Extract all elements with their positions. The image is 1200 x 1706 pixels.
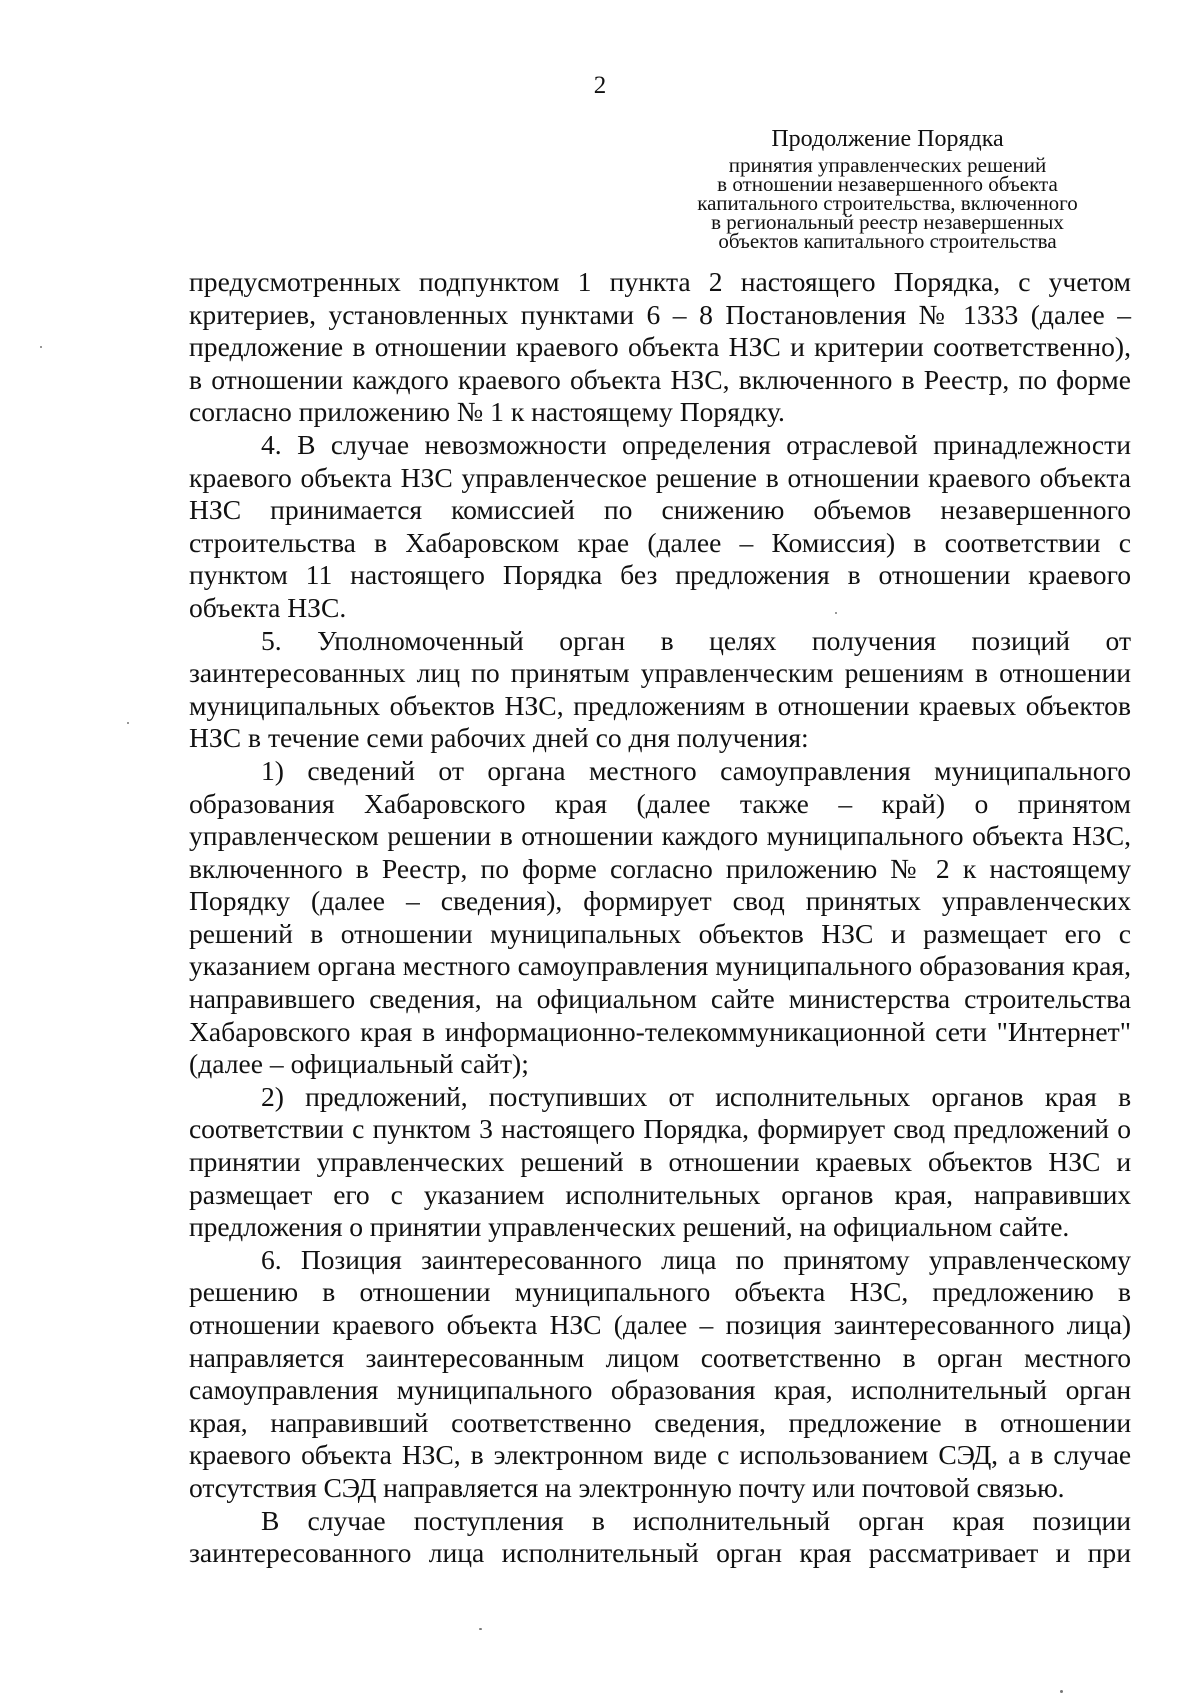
paragraph-continuation: предусмотренных подпунктом 1 пункта 2 настоящего Порядка, с учетом критериев, установленных пунктами 6 – 8 Постановления № 1333 (далее – предложение в отношении краевого объекта НЗС и критерии соответственно), в отношении каждого краевого объекта НЗС, включенного в Реестр, по форме согласно приложению № 1 к настоящему Порядку. [189, 266, 1131, 428]
scan-speck [835, 612, 837, 614]
paragraph-subitem-1: 1) сведений от органа местного самоуправления муниципального образования Хабаровского края (далее также – край) о принятом управленческом решении в отношении каждого муниципального объекта НЗС, включенного в Реестр, по форме согласно приложению № 2 к настоящему Порядку (далее – сведения), формирует свод принятых управленческих решений в отношении муниципальных объектов НЗС и размещает его с указанием органа местного самоуправления муниципального образования края, направившего сведения, на официальном сайте министерства строительства Хабаровского края в информационно-телекоммуникационной сети "Интернет" (далее – официальный сайт); [189, 754, 1131, 1080]
header-line: в отношении незавершенного объекта [717, 172, 1058, 196]
header-title: Продолжение Порядка [771, 126, 1004, 152]
paragraph-item-6: 6. Позиция заинтересованного лица по принятому управленческому решению в отношении муниципального объекта НЗС, предложению в отношении краевого объекта НЗС (далее – позиция заинтересованного лица) направляется заинтересованным лицом соответственно в орган местного самоуправления муниципального образования края, исполнительный орган края, направивший соответственно сведения, предложение в отношении краевого объекта НЗС, в электронном виде с использованием СЭД, а в случае отсутствия СЭД направляется на электронную почту или почтовой связью. [189, 1243, 1131, 1503]
page-number: 2 [593, 72, 607, 99]
header-line: объектов капитального строительства [718, 229, 1057, 253]
scan-speck [40, 346, 42, 348]
scan-speck [479, 1628, 482, 1630]
paragraph-item-6-continued: В случае поступления в исполнительный орган края позиции заинтересованного лица исполнительный орган края рассматривает и при [189, 1504, 1131, 1569]
paragraph-subitem-2: 2) предложений, поступивших от исполнительных органов края в соответствии с пунктом 3 настоящего Порядка, формирует свод предложений о принятии управленческих решений в отношении краевых объектов НЗС и размещает его с указанием исполнительных органов края, направивших предложения о принятии управленческих решений, на официальном сайте. [189, 1080, 1131, 1243]
scan-speck [1060, 1690, 1063, 1693]
header-line: принятия управленческих решений [728, 153, 1047, 177]
document-header [665, 124, 1110, 251]
header-line: капитального строительства, включенного [697, 191, 1078, 215]
scan-speck [127, 722, 129, 724]
header-line: в региональный реестр незавершенных [711, 210, 1064, 234]
paragraph-item-5: 5. Уполномоченный орган в целях получения позиций от заинтересованных лиц по принятым управленческим решениям в отношении муниципальных объектов НЗС, предложениям в отношении краевых объектов НЗС в течение семи рабочих дней со дня получения: [189, 624, 1131, 754]
document-body [189, 266, 1131, 1570]
paragraph-item-4: 4. В случае невозможности определения отраслевой принадлежности краевого объекта НЗС управленческое решение в отношении краевого объекта НЗС принимается комиссией по снижению объемов незавершенного строительства в Хабаровском крае (далее – Комиссия) в соответствии с пунктом 11 настоящего Порядка без предложения в отношении краевого объекта НЗС. [189, 428, 1131, 623]
